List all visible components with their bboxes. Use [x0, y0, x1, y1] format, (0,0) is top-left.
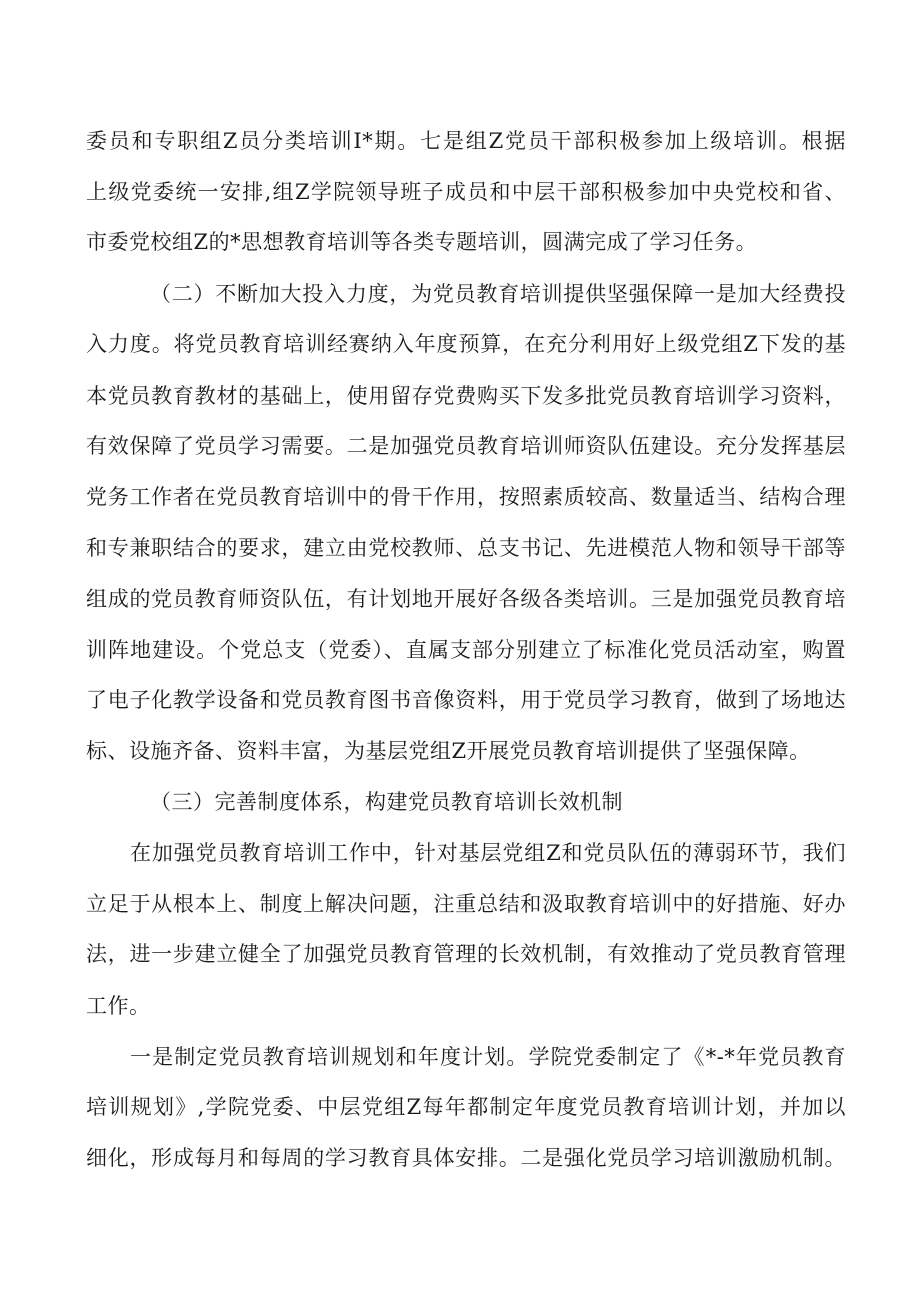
text-line: 立足于从根本上、制度上解决问题，注重总结和汲取教育培训中的好措施、好办 [86, 892, 846, 916]
text-line: 本党员教育教材的基础上，使用留存党费购买下发多批党员教育培训学习资料， [86, 384, 846, 408]
text-line: 委员和专职组Z员分类培训I*期。七是组Z党员干部积极参加上级培训。根据 [86, 129, 846, 153]
text-line: 和专兼职结合的要求，建立由党校教师、总支书记、先进模范人物和领导干部等 [86, 536, 846, 560]
text-line: 有效保障了党员学习需要。二是加强党员教育培训师资队伍建设。充分发挥基层 [86, 434, 846, 458]
text-line: 上级党委统一安排,组Z学院领导班子成员和中层干部积极参加中央党校和省、 [86, 180, 846, 204]
text-line: 标、设施齐备、资料丰富，为基层党组Z开展党员教育培训提供了坚强保障。 [86, 739, 811, 763]
text-line: 培训规划》,学院党委、中层党组Z每年都制定年度党员教育培训计划，并加以 [86, 1095, 846, 1119]
section-heading-3: （三）完善制度体系，构建党员教育培训长效机制 [150, 790, 623, 814]
text-line: 组成的党员教育师资队伍，有计划地开展好各级各类培训。三是加强党员教育培 [86, 587, 846, 611]
text-line: 入力度。将党员教育培训经赛纳入年度预算，在充分利用好上级党组Z下发的基 [86, 332, 846, 356]
text-line: 训阵地建设。个党总支（党委）、直属支部分别建立了标准化党员活动室，购置 [86, 638, 846, 662]
text-line: 党务工作者在党员教育培训中的骨干作用，按照素质较高、数量适当、结构合理 [86, 485, 846, 509]
text-line: 一是制定党员教育培训规划和年度计划。学院党委制定了《*-*年党员教育 [130, 1045, 846, 1069]
text-line: 法，进一步建立健全了加强党员教育管理的长效机制，有效推动了党员教育管理 [86, 942, 846, 966]
text-line: 细化，形成每月和每周的学习教育具体安排。二是强化党员学习培训激励机制。 [86, 1146, 846, 1170]
text-line: 了电子化教学设备和党员教育图书音像资料，用于党员学习教育，做到了场地达 [86, 688, 846, 712]
text-line: 工作。 [86, 994, 151, 1018]
section-heading-2: （二）不断加大投入力度，为党员教育培训提供坚强保障一是加大经费投 [150, 282, 846, 306]
text-line: 在加强党员教育培训工作中，针对基层党组Z和党员队伍的薄弱环节，我们 [130, 841, 846, 865]
text-line: 市委党校组Z的*思想教育培训等各类专题培训，圆满完成了学习任务。 [86, 230, 758, 254]
